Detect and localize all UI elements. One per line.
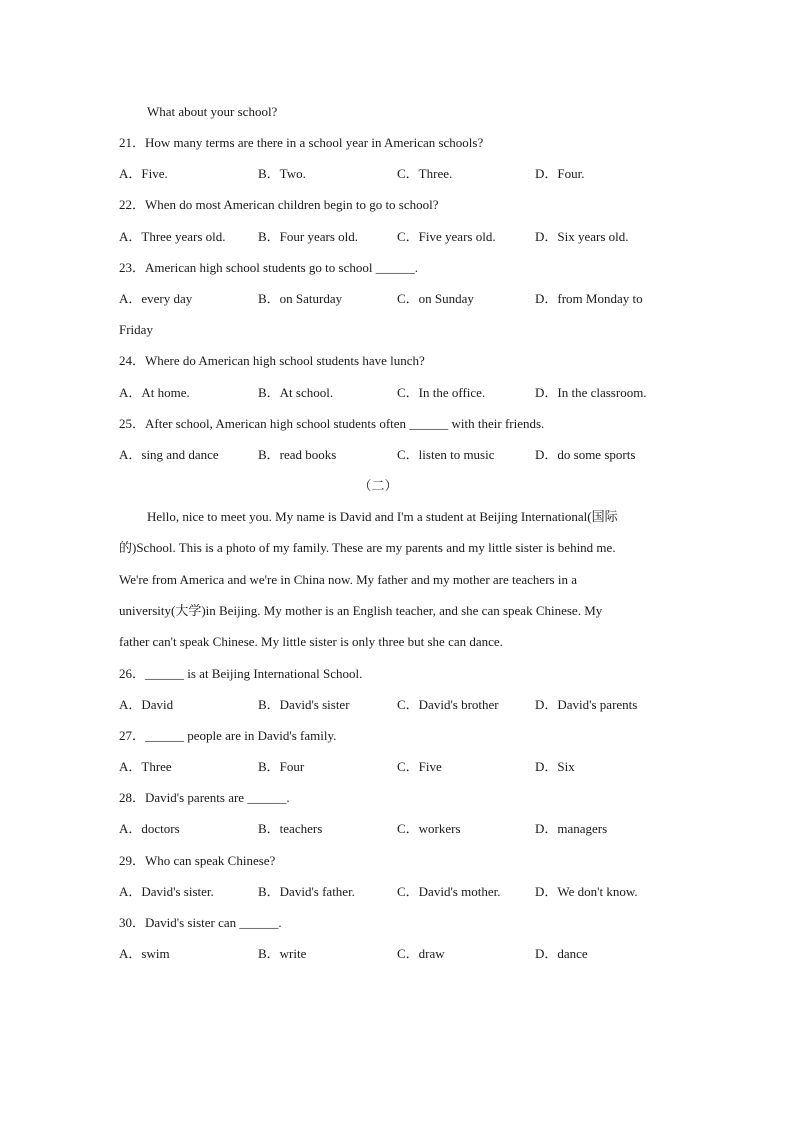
option-23-d: D．from Monday to [535,291,643,306]
option-24-b: B．At school. [258,385,334,400]
question-29: 29．Who can speak Chinese? [119,853,276,868]
option-23-b: B．on Saturday [258,291,343,306]
passage-line-4: university(大学)in Beijing. My mother is an English teacher, and she can speak Chinese. My [119,603,603,618]
option-25-b: B．read books [258,447,337,462]
option-28-c: C．workers [397,821,461,836]
option-21-a: A．Five. [119,166,168,181]
option-23-a: A．every day [119,291,193,306]
option-26-b: B．David's sister [258,697,350,712]
option-29-d: D．We don't know. [535,884,638,899]
section-title: （二） [358,478,398,493]
passage-line-1: Hello, nice to meet you. My name is David and I'm a student at Beijing International(国际 [147,509,618,524]
question-30: 30．David's sister can ______. [119,915,282,930]
option-21-b: B．Two. [258,166,306,181]
option-22-d: D．Six years old. [535,229,629,244]
question-25: 25．After school, American high school students often ______ with their friends. [119,416,545,431]
passage-line-5: father can't speak Chinese. My little sister is only three but she can dance. [119,634,503,649]
option-21-c: C．Three. [397,166,453,181]
question-21: 21．How many terms are there in a school year in American schools? [119,135,484,150]
option-21-d: D．Four. [535,166,585,181]
option-24-c: C．In the office. [397,385,486,400]
option-24-a: A．At home. [119,385,190,400]
option-30-d: D．dance [535,946,588,961]
passage-line-2: 的)School. This is a photo of my family. These are my parents and my little sister is behind me. [119,540,616,555]
option-23-c: C．on Sunday [397,291,474,306]
option-22-b: B．Four years old. [258,229,359,244]
passage-line-3: We're from America and we're in China now. My father and my mother are teachers in a [119,572,577,587]
option-28-d: D．managers [535,821,608,836]
option-23-d-wrap: Friday [119,322,153,337]
option-22-c: C．Five years old. [397,229,496,244]
option-26-a: A．David [119,697,174,712]
option-27-d: D．Six [535,759,575,774]
option-25-c: C．listen to music [397,447,495,462]
option-30-b: B．write [258,946,307,961]
option-29-a: A．David's sister. [119,884,214,899]
option-25-d: D．do some sports [535,447,636,462]
option-29-c: C．David's mother. [397,884,501,899]
question-22: 22．When do most American children begin to go to school? [119,197,439,212]
option-27-b: B．Four [258,759,305,774]
question-26: 26．______ is at Beijing International School. [119,666,363,681]
option-26-d: D．David's parents [535,697,638,712]
option-29-b: B．David's father. [258,884,355,899]
option-30-c: C．draw [397,946,445,961]
question-24: 24．Where do American high school students have lunch? [119,353,425,368]
option-27-a: A．Three [119,759,172,774]
intro-line: What about your school? [147,104,278,119]
option-28-a: A．doctors [119,821,180,836]
option-22-a: A．Three years old. [119,229,226,244]
option-25-a: A．sing and dance [119,447,219,462]
option-27-c: C．Five [397,759,442,774]
option-30-a: A．swim [119,946,170,961]
question-23: 23．American high school students go to school ______. [119,260,418,275]
question-28: 28．David's parents are ______. [119,790,290,805]
option-28-b: B．teachers [258,821,323,836]
option-26-c: C．David's brother [397,697,499,712]
question-27: 27．______ people are in David's family. [119,728,337,743]
option-24-d: D．In the classroom. [535,385,647,400]
